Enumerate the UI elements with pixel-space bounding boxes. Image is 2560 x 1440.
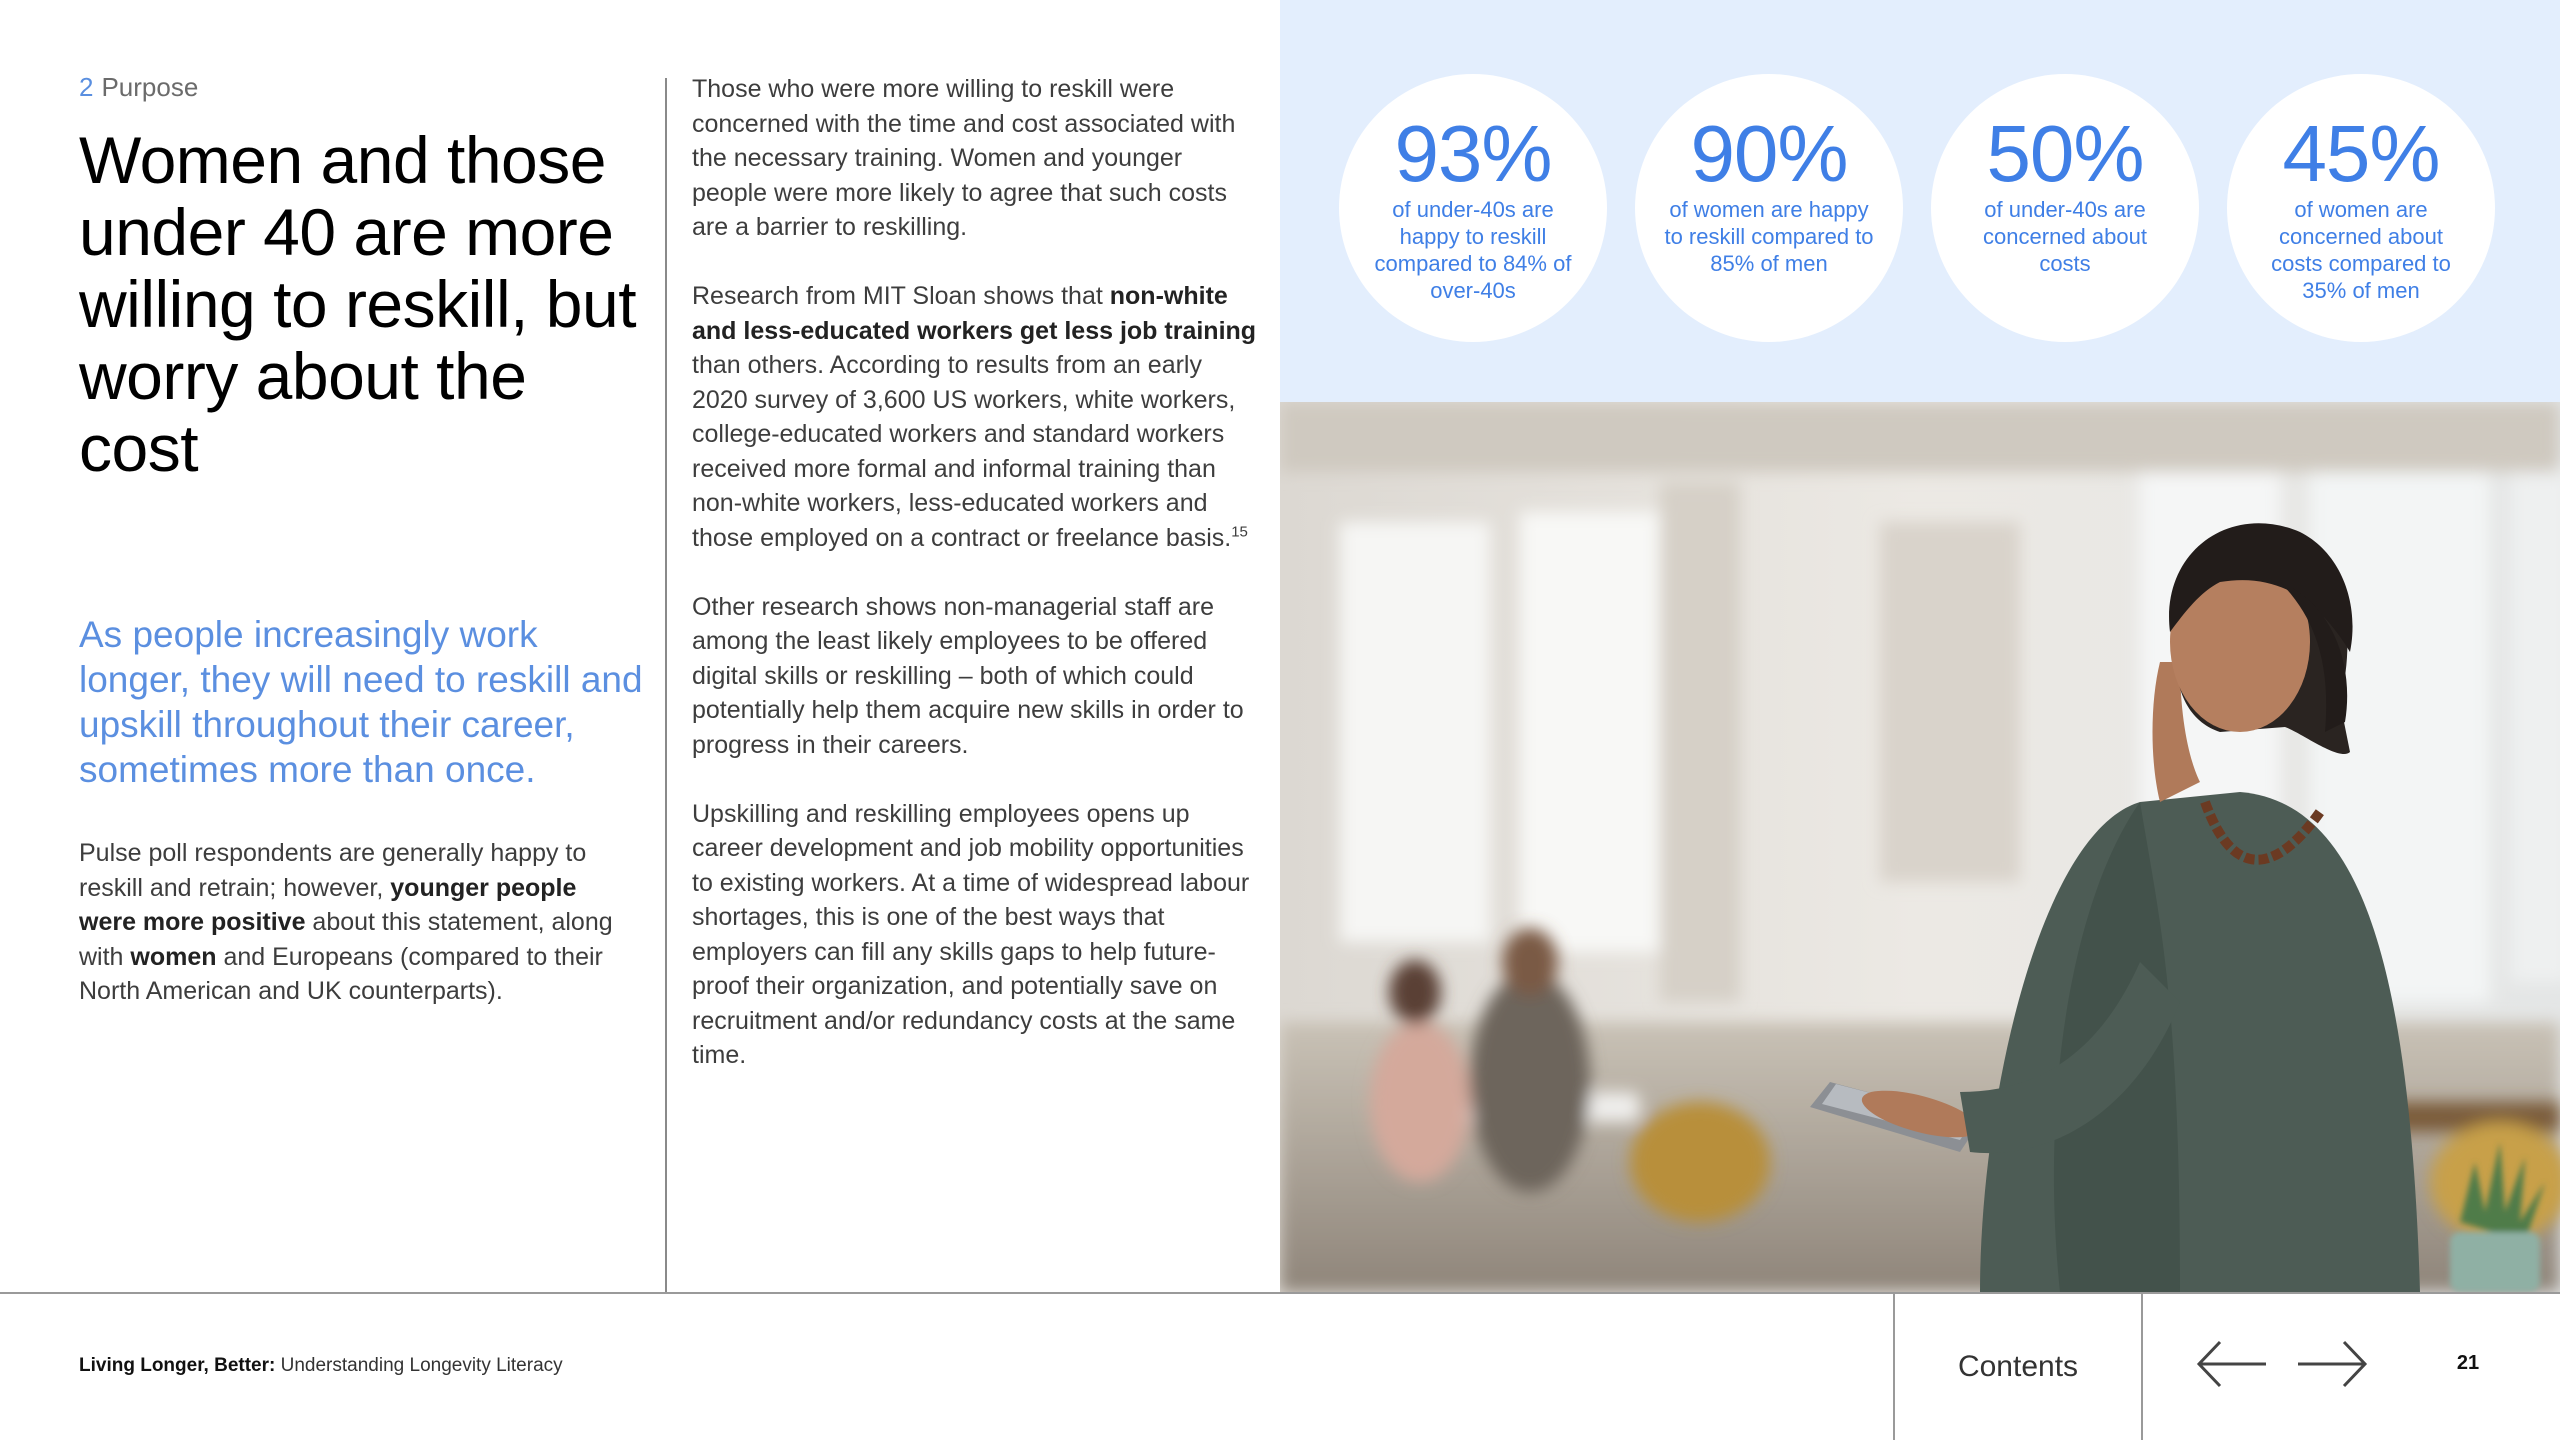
office-woman-tablet-image: [1280, 402, 2560, 1292]
arrow-left-icon: [2196, 1336, 2268, 1392]
report-title-bold: Living Longer, Better:: [79, 1355, 276, 1376]
stat-circle: [1339, 74, 1607, 342]
report-title: [79, 1355, 563, 1377]
intro-text-2: about this statement, along with: [79, 908, 613, 971]
stat-description: of women are concerned about costs compared to 35% of men: [2271, 197, 2451, 303]
body-paragraph-2: [692, 279, 1262, 555]
contents-button[interactable]: Contents: [1957, 1350, 2079, 1383]
column-divider: [665, 78, 667, 1293]
standfirst: As people increasingly work longer, they will need to reskill and upskill throughout their career, sometimes more than once.: [79, 614, 643, 790]
intro-paragraph: [79, 836, 639, 1009]
hero-photo: [1280, 402, 2560, 1292]
stat-description: of under-40s are concerned about costs: [1983, 197, 2147, 276]
stat-circle: [2227, 74, 2495, 342]
page-number: 21: [2456, 1352, 2480, 1374]
stat-circle: [1931, 74, 2199, 342]
stat-description: of under-40s are happy to reskill compared to 84% of over-40s: [1374, 197, 1572, 303]
section-label: [79, 72, 198, 103]
body-column: [692, 72, 1262, 1107]
body-paragraph-1: Those who were more willing to reskill were concerned with the time and cost associated with the necessary training. Women and younger people were more likely to agree that such costs are a barrier to reskilling.: [692, 75, 1236, 241]
body-paragraph-2-text-a: Research from MIT Sloan shows that: [692, 282, 1110, 310]
report-subtitle: Understanding Longevity Literacy: [275, 1355, 563, 1376]
stats-panel: [1280, 0, 2560, 402]
next-page-button[interactable]: [2296, 1336, 2368, 1392]
intro-text-3: and Europeans (compared to their North American and UK counterparts).: [79, 942, 603, 1005]
stat-value: 50%: [1986, 109, 2144, 198]
page-title: Women and those under 40 are more willing to reskill, but worry about the cost: [79, 123, 637, 485]
arrow-right-icon: [2296, 1336, 2368, 1392]
stat-value: 90%: [1690, 109, 1848, 198]
section-number: 2: [79, 72, 94, 102]
body-paragraph-3: Other research shows non-managerial staff are among the least likely employees to be offered digital skills or reskilling – both of which could potentially help them acquire new skills in order to progress in their careers.: [692, 592, 1244, 759]
intro-text-1: Pulse poll respondents are generally happy to reskill and retrain; however,: [79, 839, 587, 902]
stat-value: 45%: [2282, 109, 2440, 198]
footer-divider: [0, 1292, 2560, 1294]
stat-circle: [1635, 74, 1903, 342]
footnote-reference[interactable]: 15: [1231, 523, 1248, 541]
intro-bold-1: younger people were more positive: [79, 873, 577, 936]
body-paragraph-4: Upskilling and reskilling employees opens up career development and job mobility opportunities to existing workers. At a time of widespread labour shortages, this is one of the best ways that employers can fill any skills gaps to help future-proof their organization, and potentially save on recruitment and/or redundancy costs at the same time.: [692, 799, 1250, 1069]
intro-bold-2: women: [130, 942, 217, 971]
body-paragraph-2-text-c: than others. According to results from an early 2020 survey of 3,600 US workers, white workers, college-educated workers and standard workers received more formal and informal training than non-white workers, less-educated workers and those employed on a contract or freelance basis.: [692, 351, 1236, 552]
stat-value: 93%: [1394, 109, 1552, 198]
body-paragraph-2-bold: non-white and less-educated workers get less job training: [692, 282, 1257, 345]
stat-description: of women are happy to reskill compared to 85% of men: [1664, 197, 1874, 276]
section-name: Purpose: [101, 72, 199, 102]
prev-page-button[interactable]: [2196, 1336, 2268, 1392]
footer-separator: [2141, 1292, 2143, 1440]
